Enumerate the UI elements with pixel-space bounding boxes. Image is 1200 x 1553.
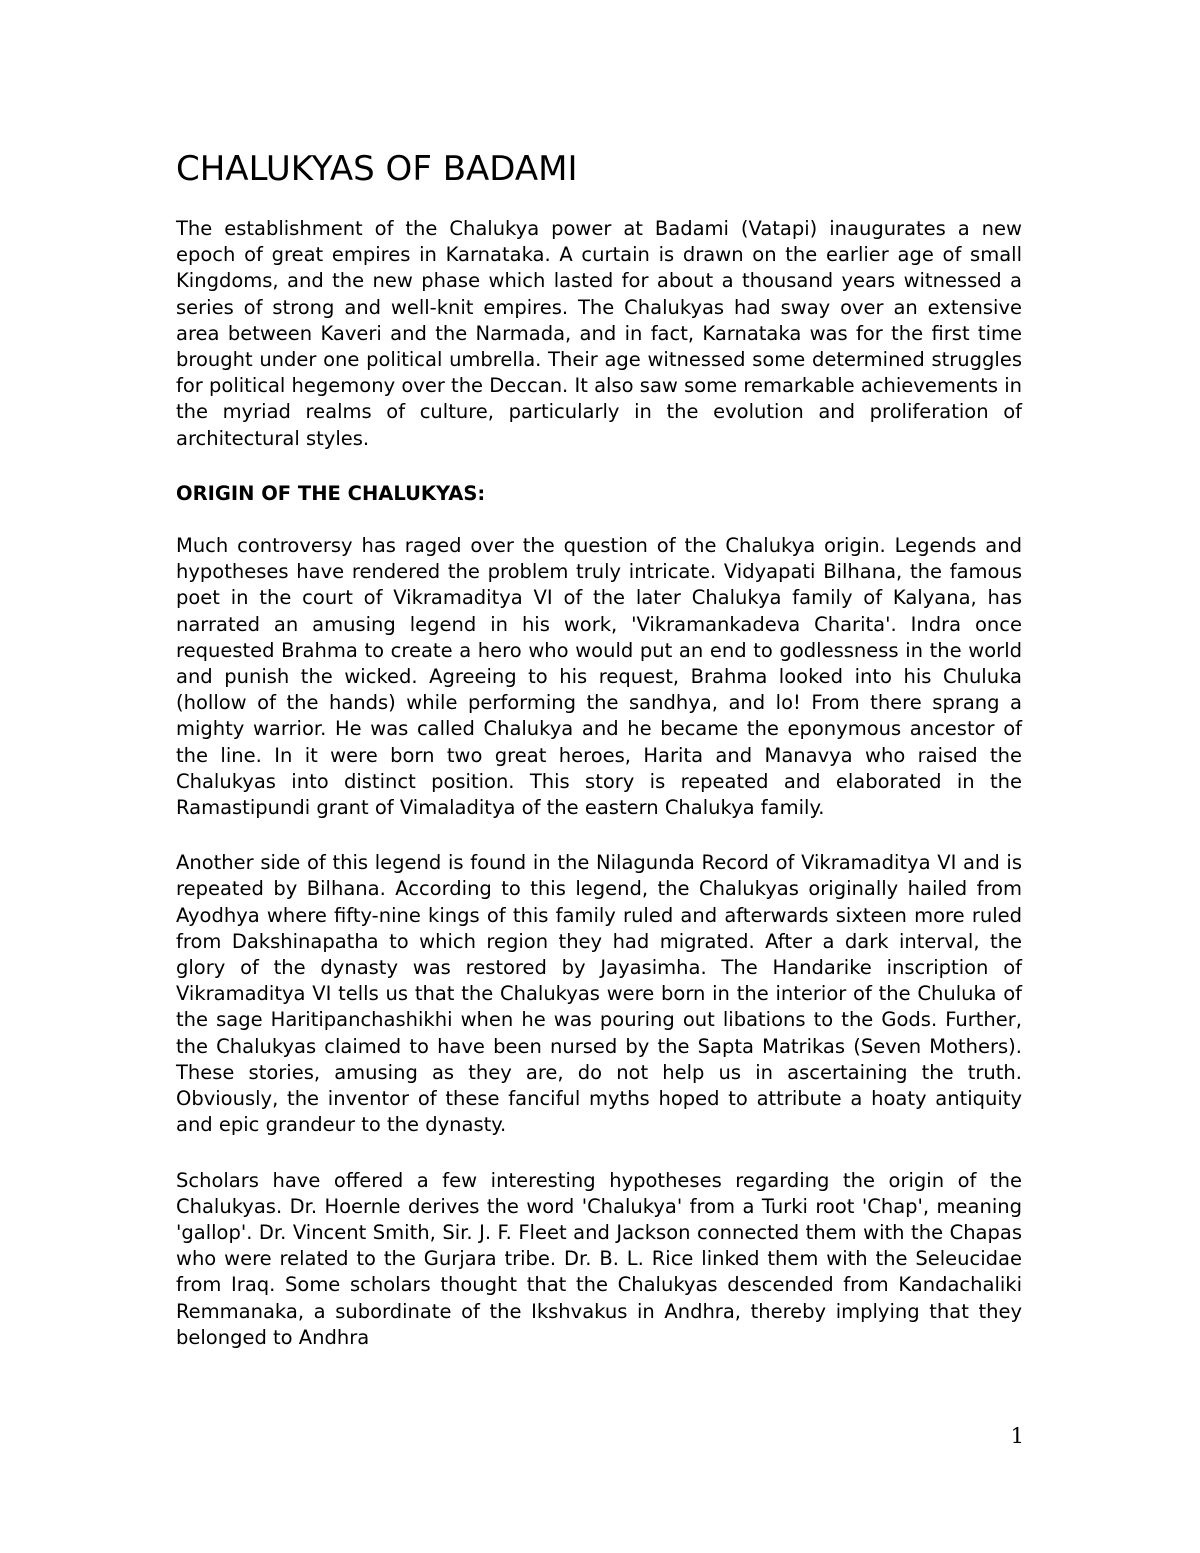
- paragraph-legend-nilagunda: Another side of this legend is found in the Nilagunda Record of Vikramaditya VI and is repeated by Bilhana. According to this legend, the Chalukyas originally hailed from Ayodhya where fifty-nine kings of this family ruled and afterwards sixteen more ruled from Dakshinapatha to which region they had migrated. After a dark interval, the glory of the dynasty was restored by Jayasimha. The Handarike inscription of Vikramaditya VI tells us that the Chalukyas were born in the interior of the Chuluka of the sage Haritipanchashikhi when he was pouring out libations to the Gods. Further, the Chalukyas claimed to have been nursed by the Sapta Matrikas (Seven Mothers). These stories, amusing as they are, do not help us in ascertaining the truth. Obviously, the inventor of these fanciful myths hoped to attribute a hoaty antiquity and epic grandeur to the dynasty.: [176, 851, 1022, 1137]
- section-heading: ORIGIN OF THE CHALUKYAS:: [176, 481, 486, 505]
- page-number: 1: [1010, 1424, 1024, 1448]
- document-title: CHALUKYAS OF BADAMI: [176, 149, 578, 189]
- paragraph-scholars-hypotheses: Scholars have offered a few interesting hypotheses regarding the origin of the Chalukyas. Dr. Hoernle derives the word 'Chalukya' from a Turki root 'Chap', meaning 'gallop'. Dr. Vincent Smith, Sir. J. F. Fleet and Jackson connected them with the Chapas who were related to the Gurjara tribe. Dr. B. L. Rice linked them with the Seleucidae from Iraq. Some scholars thought that the Chalukyas descended from Kandachaliki Remmanaka, a subordinate of the Ikshvakus in Andhra, thereby implying that they belonged to Andhra: [176, 1168, 1022, 1349]
- page-content: [176, 148, 1022, 1380]
- intro-paragraph: The establishment of the Chalukya power at Badami (Vatapi) inaugurates a new epoch of great empires in Karnataka. A curtain is drawn on the earlier age of small Kingdoms, and the new phase which lasted for about a thousand years witnessed a series of strong and well-knit empires. The Chalukyas had sway over an extensive area between Kaveri and the Narmada, and in fact, Karnataka was for the first time brought under one political umbrella. Their age witnessed some determined struggles for political hegemony over the Deccan. It also saw some remarkable achievements in the myriad realms of culture, particularly in the evolution and proliferation of architectural styles.: [176, 217, 1022, 450]
- paragraph-legend-bilhana: Much controversy has raged over the question of the Chalukya origin. Legends and hypotheses have rendered the problem truly intricate. Vidyapati Bilhana, the famous poet in the court of Vikramaditya VI of the later Chalukya family of Kalyana, has narrated an amusing legend in his work, 'Vikramankadeva Charita'. Indra once requested Brahma to create a hero who would put an end to godlessness in the world and punish the wicked. Agreeing to his request, Brahma looked into his Chuluka (hollow of the hands) while performing the sandhya, and lo! From there sprang a mighty warrior. He was called Chalukya and he became the eponymous ancestor of the line. In it were born two great heroes, Harita and Manavya who raised the Chalukyas into distinct position. This story is repeated and elaborated in the Ramastipundi grant of Vimaladitya of the eastern Chalukya family.: [176, 534, 1022, 820]
